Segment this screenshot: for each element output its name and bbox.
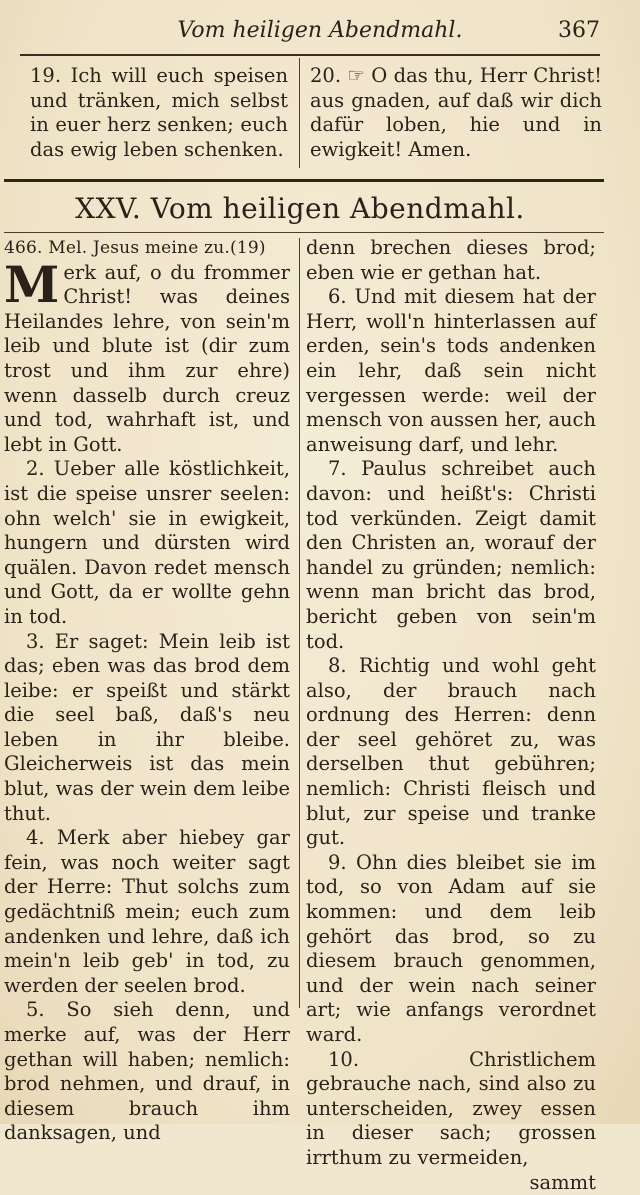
hymn-verse-1-text: erk auf, o du frommer Christ! was deines Heilandes lehre, von sein'm leib und blute ist (dir zum trost und ihm zur ehre) wenn dasselb durch creuz und tod, wahrhaft ist, und lebt in Gott. xyxy=(4,260,290,456)
column-divider xyxy=(299,238,300,1008)
section-rule xyxy=(4,179,604,182)
column-divider-top xyxy=(299,58,300,168)
verse-19 xyxy=(30,64,288,162)
section-title-rule xyxy=(4,232,604,233)
hymn-verse-continued: denn brechen dieses brod; eben wie er gethan hat. xyxy=(306,236,596,284)
hymn-verse: 7. Paulus schreibet auch davon: und heißt's: Christi tod verkünden. Zeigt damit den Christen an, worauf der handel zu gründen; nemlich: wenn man bricht das brod, bericht geben von sein'm tod. xyxy=(306,457,596,653)
running-header xyxy=(0,14,640,54)
hymn-verse: 10. Christlichem gebrauche nach, sind also zu unterscheiden, zwey essen in dieser sach; grossen irrthum zu vermeiden, xyxy=(306,1047,596,1169)
catchword: sammt xyxy=(529,1170,596,1194)
hymn-heading: 466. Mel. Jesus meine zu.(19) xyxy=(4,238,266,258)
hymn-verse: 3. Er saget: Mein leib ist das; eben was das brod dem leibe: er speißt und stärkt die seel baß, daß's neu leben in ihr bleibe. Gleicherweis ist das mein blut, was der wein dem leibe thut. xyxy=(4,629,290,825)
section-title: XXV. Vom heiligen Abendmahl. xyxy=(75,192,525,225)
hymn-verse: 5. So sieh denn, und merke auf, was der Herr gethan will haben; nemlich: brod nehmen, und drauf, in diesem brauch ihm danksagen, und xyxy=(4,998,290,1145)
verse-19-text: 19. Ich will euch speisen und tränken, mich selbst in euer herz senken; euch das ewig leben schenken. xyxy=(30,64,288,161)
page-number: 367 xyxy=(558,18,600,43)
hymn-verse: 4. Merk aber hiebey gar fein, was noch weiter sagt der Herre: Thut solchs zum gedächtniß mein; euch zum andenken und lehre, daß ich mein'n leib geb' in tod, zu werden der seelen brod. xyxy=(4,826,290,997)
hymn-verse: 9. Ohn dies bleibet sie im tod, so von Adam auf sie kommen: und dem leib gehört das brod, so zu diesem brauch genommen, und der wein nach seiner art; wie anfangs verordnet ward. xyxy=(306,850,596,1046)
verse-20 xyxy=(310,64,602,162)
verse-20-text: 20. ☞ O das thu, Herr Christ! aus gnaden, auf daß wir dich dafür loben, hie und in ewigkeit! Amen. xyxy=(310,64,602,161)
left-column xyxy=(4,236,290,1146)
hymn-verse: 6. Und mit diesem hat der Herr, woll'n hinterlassen auf erden, sein's tods andenken ein lehr, daß sein nicht vergessen werde: weil der mensch von aussen her, auch anweisung darf, und lehr. xyxy=(306,285,596,456)
hymn-verse-1 xyxy=(4,254,290,458)
right-column xyxy=(306,236,596,1195)
hymn-verse: 2. Ueber alle köstlichkeit, ist die speise unsrer seelen: ohn welch' sie in ewigkeit, hungern und dürsten wird quälen. Davon redet mensch und Gott, da er wollte gehn in tod. xyxy=(4,457,290,628)
running-title: Vom heiligen Abendmahl. xyxy=(177,18,463,43)
hymn-verse: 8. Richtig und wohl geht also, der brauch nach ordnung des Herren: denn der seel gehöret zu, was derselben thut gebühren; nemlich: Christi fleisch und blut, zur speise und tranke gut. xyxy=(306,654,596,850)
header-rule xyxy=(20,54,600,56)
drop-cap: M xyxy=(4,254,60,314)
